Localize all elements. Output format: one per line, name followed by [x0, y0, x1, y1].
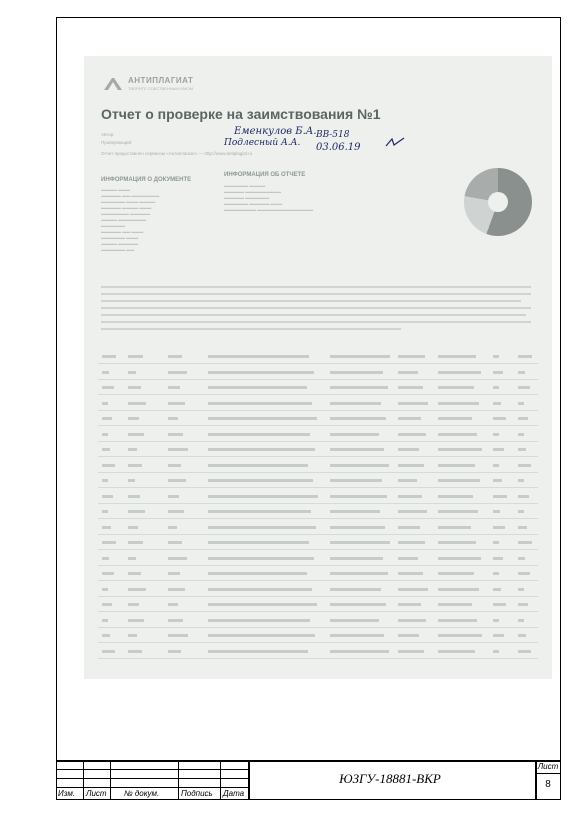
- table-cell: [493, 355, 499, 358]
- table-cell: [102, 634, 110, 637]
- table-cell: [208, 371, 314, 374]
- table-cell: [330, 386, 388, 389]
- table-row-line: [98, 549, 538, 550]
- table-cell: [398, 433, 426, 436]
- table-cell: [208, 355, 309, 358]
- table-cell: [208, 526, 316, 529]
- table-row-line: [98, 472, 538, 473]
- table-cell: [102, 526, 111, 529]
- table-cell: [518, 371, 525, 374]
- table-cell: [102, 371, 109, 374]
- table-cell: [168, 557, 187, 560]
- sources-table: [98, 350, 538, 666]
- table-cell: [398, 386, 423, 389]
- table-cell: [438, 510, 478, 513]
- table-cell: [208, 588, 312, 591]
- table-cell: [493, 386, 499, 389]
- table-row-line: [98, 534, 538, 535]
- table-cell: [168, 448, 188, 451]
- table-cell: [493, 619, 499, 622]
- table-cell: [168, 402, 185, 405]
- table-cell: [128, 355, 143, 358]
- table-cell: [518, 619, 524, 622]
- table-cell: [168, 603, 178, 606]
- table-cell: [398, 417, 421, 420]
- table-cell: [208, 417, 317, 420]
- table-row-line: [98, 394, 538, 395]
- table-cell: [518, 402, 524, 405]
- table-cell: [168, 386, 180, 389]
- table-cell: [493, 448, 504, 451]
- table-cell: [168, 433, 183, 436]
- table-cell: [102, 557, 109, 560]
- table-cell: [168, 371, 187, 374]
- table-cell: [128, 588, 146, 591]
- logo-text: АНТИПЛАГИАТ: [128, 76, 194, 85]
- table-cell: [168, 526, 177, 529]
- table-cell: [102, 588, 108, 591]
- stamp-border-top: [56, 760, 561, 762]
- table-cell: [398, 572, 423, 575]
- table-cell: [330, 448, 384, 451]
- table-cell: [518, 588, 524, 591]
- table-cell: [330, 355, 390, 358]
- table-row-line: [98, 627, 538, 628]
- table-cell: [330, 510, 380, 513]
- table-cell: [102, 619, 108, 622]
- table-cell: [208, 634, 315, 637]
- table-cell: [518, 510, 524, 513]
- table-row-line: [98, 642, 538, 643]
- table-cell: [208, 603, 317, 606]
- table-cell: [128, 510, 145, 513]
- stamp-list-label: Лист: [86, 789, 107, 798]
- table-cell: [398, 355, 425, 358]
- meta-checker: Проверяющий:: [101, 140, 133, 145]
- table-cell: [398, 526, 420, 529]
- table-cell: [518, 464, 531, 467]
- table-cell: [330, 541, 390, 544]
- table-cell: [398, 479, 417, 482]
- table-cell: [330, 572, 388, 575]
- table-row-line: [98, 503, 538, 504]
- table-cell: [493, 557, 503, 560]
- table-cell: [493, 495, 507, 498]
- table-cell: [438, 386, 474, 389]
- table-cell: [493, 588, 501, 591]
- stamp-sheet-divider: [535, 773, 561, 774]
- table-cell: [518, 541, 532, 544]
- table-cell: [168, 417, 178, 420]
- table-cell: [330, 526, 385, 529]
- table-row-line: [98, 379, 538, 380]
- paragraph-line: [101, 328, 401, 330]
- table-cell: [438, 355, 476, 358]
- table-cell: [128, 495, 140, 498]
- report-title: Отчет о проверке на заимствования №1: [101, 106, 381, 122]
- stamp-izm-label: Изм.: [58, 789, 76, 798]
- table-cell: [128, 479, 135, 482]
- table-cell: [330, 588, 381, 591]
- table-cell: [518, 417, 528, 420]
- table-row-line: [98, 596, 538, 597]
- table-row-line: [98, 611, 538, 612]
- plagiarism-report-photo: [84, 56, 552, 679]
- table-cell: [128, 634, 137, 637]
- table-cell: [438, 495, 473, 498]
- table-cell: [493, 417, 506, 420]
- paragraph-line: [101, 307, 531, 309]
- table-cell: [128, 619, 144, 622]
- table-cell: [518, 603, 528, 606]
- table-cell: [208, 386, 307, 389]
- stamp-col-line: [83, 760, 84, 800]
- table-cell: [493, 464, 499, 467]
- table-cell: [102, 541, 116, 544]
- table-cell: [330, 402, 381, 405]
- table-cell: [330, 557, 383, 560]
- table-cell: [208, 557, 314, 560]
- table-cell: [330, 603, 386, 606]
- table-row-line: [98, 456, 538, 457]
- table-cell: [208, 541, 309, 544]
- table-cell: [168, 355, 182, 358]
- table-cell: [438, 588, 479, 591]
- document-code: ЮЗГУ-18881-ВКР: [339, 771, 441, 786]
- table-cell: [518, 479, 524, 482]
- table-cell: [208, 572, 307, 575]
- table-cell: [493, 479, 502, 482]
- table-cell: [128, 433, 144, 436]
- table-cell: [438, 371, 481, 374]
- table-cell: [168, 510, 184, 513]
- table-row-line: [98, 410, 538, 411]
- table-cell: [518, 526, 527, 529]
- table-row-line: [98, 518, 538, 519]
- table-cell: [168, 588, 185, 591]
- table-cell: [102, 650, 115, 653]
- table-cell: [330, 634, 384, 637]
- table-cell: [168, 464, 181, 467]
- table-cell: [438, 448, 482, 451]
- sheet-label: Лист: [537, 762, 559, 771]
- table-cell: [398, 510, 427, 513]
- table-cell: [493, 634, 504, 637]
- table-cell: [438, 526, 471, 529]
- table-cell: [398, 464, 424, 467]
- table-cell: [398, 634, 419, 637]
- table-cell: [102, 495, 113, 498]
- handwritten-author: Еменкулов Б.А.: [234, 126, 317, 137]
- table-cell: [102, 572, 114, 575]
- handwritten-date: 03.06.19: [316, 142, 361, 153]
- table-cell: [398, 495, 422, 498]
- table-cell: [438, 479, 480, 482]
- table-cell: [102, 417, 112, 420]
- paragraph-line: [101, 286, 531, 288]
- table-cell: [518, 433, 524, 436]
- table-cell: [128, 417, 139, 420]
- table-cell: [102, 433, 108, 436]
- table-cell: [330, 619, 379, 622]
- table-cell: [208, 402, 312, 405]
- table-cell: [493, 650, 499, 653]
- table-cell: [518, 495, 529, 498]
- table-cell: [493, 510, 500, 513]
- paragraph-line: [101, 321, 531, 323]
- table-cell: [330, 371, 383, 374]
- table-cell: [518, 557, 525, 560]
- table-cell: [493, 526, 505, 529]
- sheet-number: 8: [545, 779, 551, 790]
- table-cell: [168, 541, 182, 544]
- table-cell: [330, 479, 382, 482]
- table-row-line: [98, 363, 538, 364]
- doc-info-lines: ▬▬▬▬ ▬▬▬ ▬▬▬▬▬ ▬▬ ▬▬▬▬▬▬▬ ▬▬▬▬▬▬ ▬▬▬ ▬▬▬▬ ▬▬▬▬▬ ▬▬▬▬ ▬▬▬ ▬▬▬▬▬▬▬ ▬▬▬▬▬ ▬▬▬▬ ▬▬▬▬▬▬▬ ▬▬▬▬▬▬ ▬▬▬▬▬ ▬▬ ▬▬▬ ▬▬▬▬▬▬ ▬▬▬ ▬▬▬▬ ▬▬▬▬▬ ▬▬▬▬▬▬ ▬▬: [101, 187, 160, 252]
- meta-service: Отчет предоставлен сервисом «Антиплагиат» — http://www.antiplagiat.ru: [101, 151, 253, 156]
- table-cell: [438, 402, 479, 405]
- table-cell: [128, 386, 141, 389]
- table-cell: [398, 402, 428, 405]
- table-cell: [128, 402, 146, 405]
- table-cell: [438, 572, 474, 575]
- table-cell: [128, 572, 141, 575]
- table-cell: [398, 619, 426, 622]
- table-cell: [518, 650, 531, 653]
- table-cell: [493, 603, 506, 606]
- table-cell: [438, 433, 477, 436]
- table-cell: [208, 650, 308, 653]
- table-cell: [168, 495, 179, 498]
- table-row-line: [98, 565, 538, 566]
- table-cell: [493, 371, 503, 374]
- table-cell: [398, 557, 418, 560]
- table-cell: [102, 479, 108, 482]
- table-cell: [102, 510, 108, 513]
- report-info-lines: ▬▬▬▬▬▬ ▬▬▬▬ ▬▬▬▬▬ ▬▬▬▬▬▬▬▬▬ ▬▬▬▬▬ ▬▬▬▬▬▬ ▬▬▬▬▬▬ ▬▬▬▬▬ ▬▬▬ ▬▬▬▬▬▬▬▬ ▬▬▬▬▬▬▬▬▬▬▬▬▬▬: [224, 183, 314, 212]
- paragraph-line: [101, 293, 531, 295]
- table-cell: [518, 355, 532, 358]
- table-cell: [438, 464, 475, 467]
- table-cell: [438, 557, 481, 560]
- table-cell: [398, 603, 421, 606]
- table-cell: [208, 464, 308, 467]
- meta-author: Автор:: [101, 132, 115, 137]
- table-row-line: [98, 487, 538, 488]
- table-cell: [102, 448, 110, 451]
- table-cell: [398, 650, 424, 653]
- table-cell: [208, 619, 310, 622]
- table-cell: [168, 479, 186, 482]
- table-row-line: [98, 658, 538, 659]
- table-cell: [330, 650, 389, 653]
- handwritten-checker: Подлесный А.А.: [224, 138, 301, 148]
- logo-subtitle: ТВОРИТЕ СОБСТВЕННЫМ УМОМ: [128, 86, 193, 91]
- table-cell: [493, 402, 501, 405]
- table-cell: [208, 433, 310, 436]
- table-row-line: [98, 441, 538, 442]
- table-cell: [438, 541, 476, 544]
- table-cell: [128, 448, 137, 451]
- table-cell: [438, 619, 477, 622]
- table-cell: [208, 495, 318, 498]
- table-cell: [168, 650, 181, 653]
- table-cell: [128, 557, 136, 560]
- table-cell: [330, 464, 389, 467]
- table-cell: [128, 541, 143, 544]
- table-cell: [128, 526, 138, 529]
- originality-pie-chart: [464, 168, 532, 236]
- table-cell: [330, 433, 379, 436]
- table-cell: [330, 495, 387, 498]
- table-cell: [438, 634, 482, 637]
- table-cell: [168, 572, 180, 575]
- table-cell: [128, 650, 142, 653]
- table-row-line: [98, 580, 538, 581]
- table-cell: [102, 603, 112, 606]
- table-cell: [493, 572, 499, 575]
- table-cell: [398, 448, 419, 451]
- table-cell: [438, 603, 472, 606]
- table-cell: [168, 619, 183, 622]
- table-cell: [208, 510, 311, 513]
- antiplagiat-logo-icon: [102, 76, 124, 92]
- table-cell: [518, 448, 526, 451]
- table-cell: [102, 355, 116, 358]
- paragraph-line: [101, 300, 521, 302]
- table-cell: [168, 634, 188, 637]
- table-cell: [493, 433, 499, 436]
- table-cell: [208, 479, 313, 482]
- table-cell: [128, 371, 136, 374]
- handwritten-group: ВВ-518: [316, 130, 350, 140]
- stamp-date-label: Дата: [223, 789, 245, 798]
- table-cell: [398, 541, 425, 544]
- doc-info-heading: ИНФОРМАЦИЯ О ДОКУМЕНТЕ: [101, 177, 192, 183]
- table-cell: [102, 386, 114, 389]
- table-cell: [330, 417, 386, 420]
- table-cell: [128, 464, 142, 467]
- table-cell: [493, 541, 499, 544]
- table-cell: [438, 417, 472, 420]
- table-cell: [102, 402, 108, 405]
- stamp-docno-label: № докум.: [124, 789, 160, 798]
- table-cell: [128, 603, 139, 606]
- table-cell: [518, 386, 530, 389]
- table-cell: [398, 371, 418, 374]
- paragraph-line: [101, 314, 526, 316]
- stamp-col-line: [220, 760, 221, 800]
- table-row-line: [98, 425, 538, 426]
- stamp-col-line: [110, 760, 111, 800]
- stamp-col-line: [178, 760, 179, 800]
- report-info-heading: ИНФОРМАЦИЯ ОБ ОТЧЕТЕ: [224, 172, 306, 178]
- table-cell: [438, 650, 475, 653]
- table-cell: [518, 634, 526, 637]
- stamp-signature-label: Подпись: [181, 789, 213, 798]
- table-cell: [398, 588, 428, 591]
- table-cell: [518, 572, 530, 575]
- table-cell: [208, 448, 315, 451]
- table-cell: [102, 464, 115, 467]
- signature-mark: [384, 136, 406, 148]
